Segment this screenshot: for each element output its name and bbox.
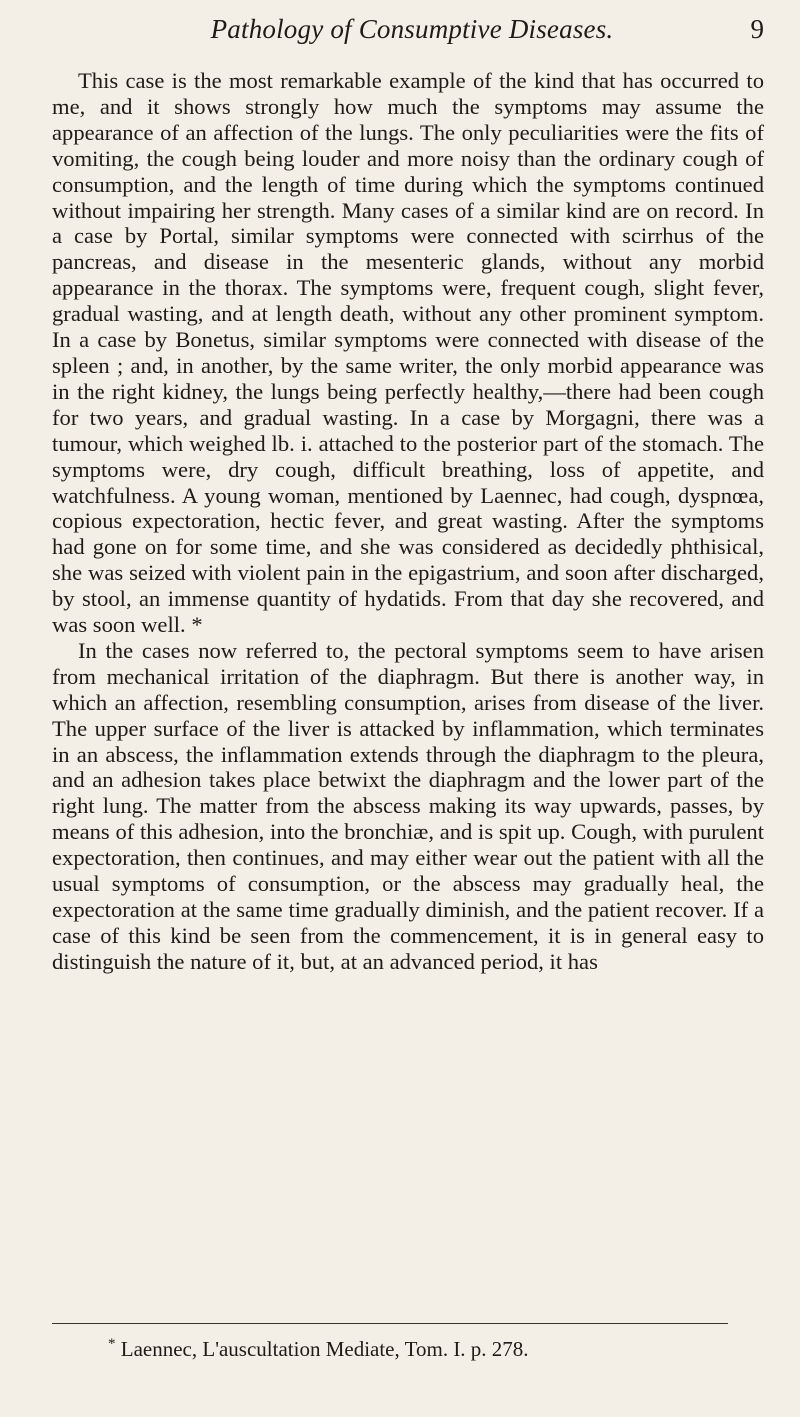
running-title: Pathology of Consumptive Diseases. xyxy=(210,14,614,44)
paragraph-2: In the cases now referred to, the pectoral symptoms seem to have arisen from mechanical irritation of the diaphragm. But there is another way, in which an affection, resembling consumption, arises from disease of the liver. The upper surface of the liver is attacked by inflammation, which terminates in an abscess, the inflammation extends through the diaphragm to the pleura, and an adhesion takes place betwixt the diaphragm and the lower part of the right lung. The matter from the abscess making its way upwards, passes, by means of this adhesion, into the bronchiæ, and is spit up. Cough, with purulent expectoration, then continues, and may either wear out the patient with all the usual symptoms of consumption, or the abscess may gradually heal, the expectoration at the same time gradually diminish, and the patient recover. If a case of this kind be seen from the commencement, it is in general easy to distinguish the nature of it, but, at an advanced period, it has xyxy=(52,637,764,974)
page-number: 9 xyxy=(750,14,764,44)
footnote xyxy=(108,1337,748,1361)
body-text xyxy=(52,68,764,975)
running-head xyxy=(60,14,764,54)
footnote-divider xyxy=(52,1323,728,1324)
footnote-text: Laennec, L'auscultation Mediate, Tom. I. p. 278. xyxy=(120,1337,529,1361)
footnote-mark: * xyxy=(108,1336,116,1352)
paragraph-1: This case is the most remarkable example of the kind that has occurred to me, and it shows strongly how much the symptoms may assume the appearance of an affection of the lungs. The only peculiarities were the fits of vomiting, the cough being louder and more noisy than the ordinary cough of consumption, and the length of time during which the symptoms continued without impairing her strength. Many cases of a similar kind are on record. In a case by Portal, similar symptoms were connected with scirrhus of the pancreas, and disease in the mesenteric glands, without any morbid appearance in the thorax. The symptoms were, frequent cough, slight fever, gradual wasting, and at length death, without any other prominent symptom. In a case by Bonetus, similar symptoms were connected with disease of the spleen ; and, in another, by the same writer, the only morbid appearance was in the right kidney, the lungs being perfectly healthy,—there had been cough for two years, and gradual wasting. In a case by Morgagni, there was a tumour, which weighed lb. i. attached to the posterior part of the stomach. The symptoms were, dry cough, difficult breathing, loss of appetite, and watchfulness. A young woman, mentioned by Laennec, had cough, dyspnœa, copious expectoration, hectic fever, and great wasting. After the symptoms had gone on for some time, and she was considered as decidedly phthisical, she was seized with violent pain in the epigastrium, and soon after discharged, by stool, an immense quantity of hydatids. From that day she recovered, and was soon well. * xyxy=(52,68,764,638)
